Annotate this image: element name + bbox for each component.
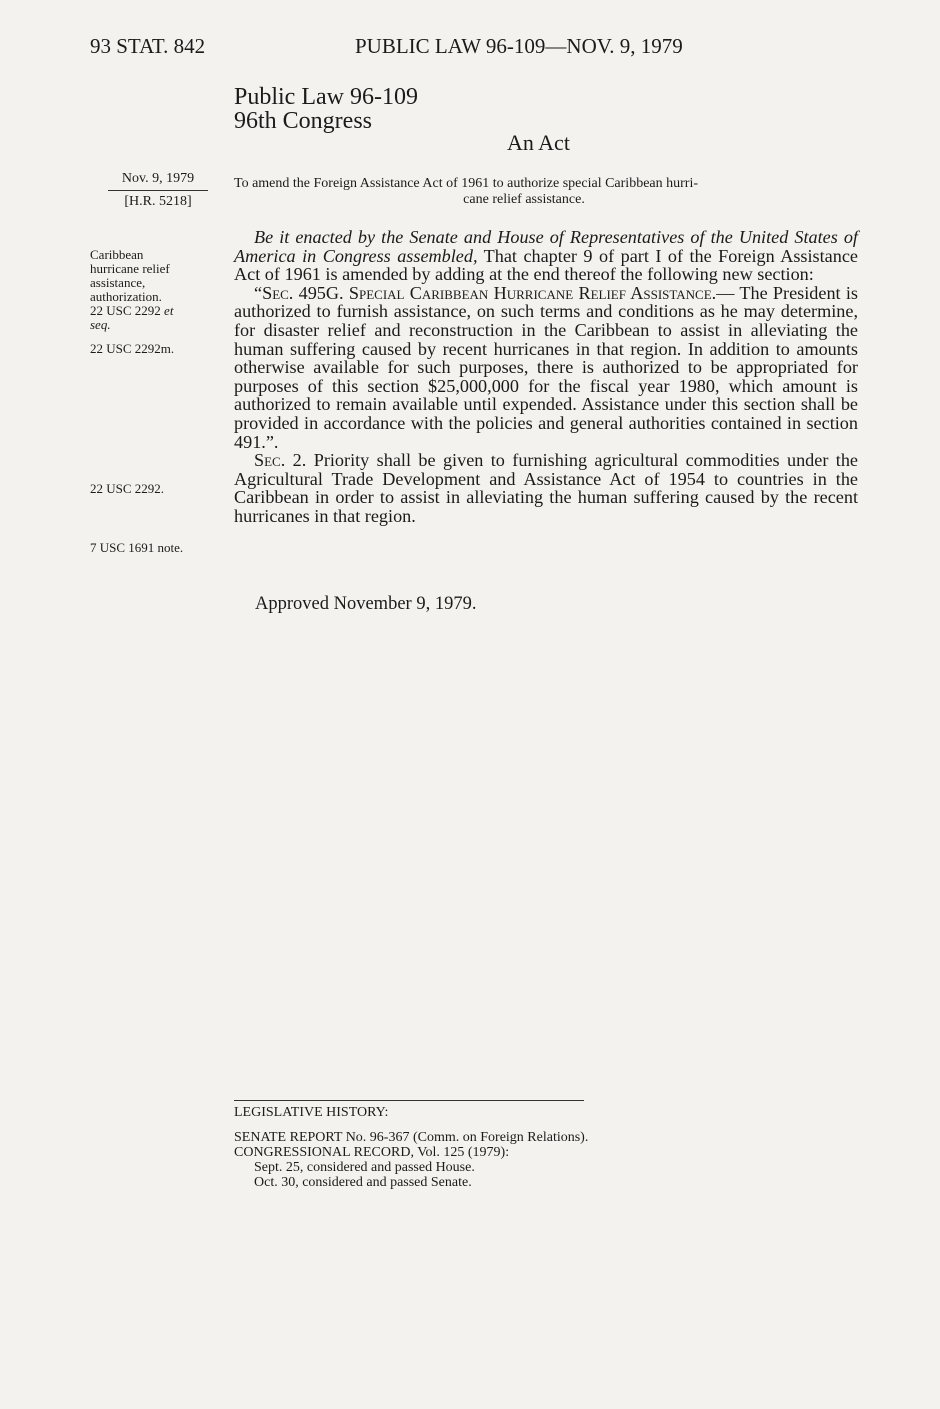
history-entry: Oct. 30, considered and passed Senate. (254, 1175, 472, 1190)
section-495g: “Sec. 495G. Special Caribbean Hurricane Relief Assistance.— The President is authorized to furnish assistance, on such terms and conditions as he may determine, for disaster relief and reconstruction in the Caribbean to assist in alleviating the human suffering caused by recent hurricanes in that region. In addition to amounts otherwise available for such purposes, there is authorized to be appropriated for purposes of this section $25,000,000 for the fiscal year 1980, which amount is authorized to remain available until expended. Assistance under this section shall be provided in accordance with the policies and general authorities contained in section 491.”. (234, 282, 858, 452)
congress-number: 96th Congress (234, 108, 372, 134)
margin-note-caribbean (90, 248, 220, 332)
margin-note-usc: 22 USC 2292 et (90, 303, 174, 318)
margin-note-1691: 7 USC 1691 note. (90, 540, 184, 555)
section-heading: Sec. 495G. Special Caribbean Hurricane Relief Assistance. (262, 282, 717, 303)
approval-line: Approved November 9, 1979. (255, 594, 477, 614)
an-act-heading: An Act (507, 130, 570, 155)
act-body (234, 228, 858, 526)
senate-report: SENATE REPORT No. 96-367 (Comm. on Foreign Relations). (234, 1130, 589, 1145)
legislative-history-title: LEGISLATIVE HISTORY: (234, 1105, 389, 1120)
legislative-history-rule (234, 1100, 584, 1101)
purpose-line-2: cane relief assistance. (463, 192, 585, 207)
purpose-line-1: To amend the Foreign Assistance Act of 1961 to authorize special Caribbean hurri- (234, 176, 699, 191)
purpose-statement (234, 176, 814, 208)
section-2-label: Sec. 2. (254, 450, 307, 471)
margin-note-line: Caribbean (90, 247, 144, 262)
margin-divider (108, 190, 208, 191)
margin-note-2292m: 22 USC 2292m. (90, 341, 175, 356)
law-number: Public Law 96-109 (234, 84, 418, 110)
congressional-record: CONGRESSIONAL RECORD, Vol. 125 (1979): (234, 1145, 510, 1160)
margin-note-seq: seq. (90, 317, 111, 332)
margin-note-2292: 22 USC 2292. (90, 481, 165, 496)
stat-citation: 93 STAT. 842 (90, 34, 206, 58)
margin-date-block (108, 170, 208, 211)
bill-number: [H.R. 5218] (124, 194, 192, 209)
enacting-clause: Be it enacted by the Senate and House of Representatives of the United States of America in Congress assembled, That chapter 9 of part I of the Foreign Assistance Act of 1961 is amended by adding at the end thereof the following new section: (234, 227, 858, 285)
running-title: PUBLIC LAW 96-109—NOV. 9, 1979 (355, 34, 683, 58)
margin-note-line: assistance, (90, 275, 146, 290)
enactment-date: Nov. 9, 1979 (121, 171, 195, 186)
section-2: Sec. 2. Priority shall be given to furnishing agricultural commodities under the Agricultural Trade Development and Assistance Act of 1954 to countries in the Caribbean in order to assist in alleviating the human suffering caused by the recent hurricanes in that region. (234, 450, 858, 526)
margin-note-line: hurricane relief (90, 261, 170, 276)
history-entry: Sept. 25, considered and passed House. (254, 1160, 475, 1175)
legislative-history (234, 1105, 588, 1190)
margin-note-line: authorization. (90, 289, 162, 304)
